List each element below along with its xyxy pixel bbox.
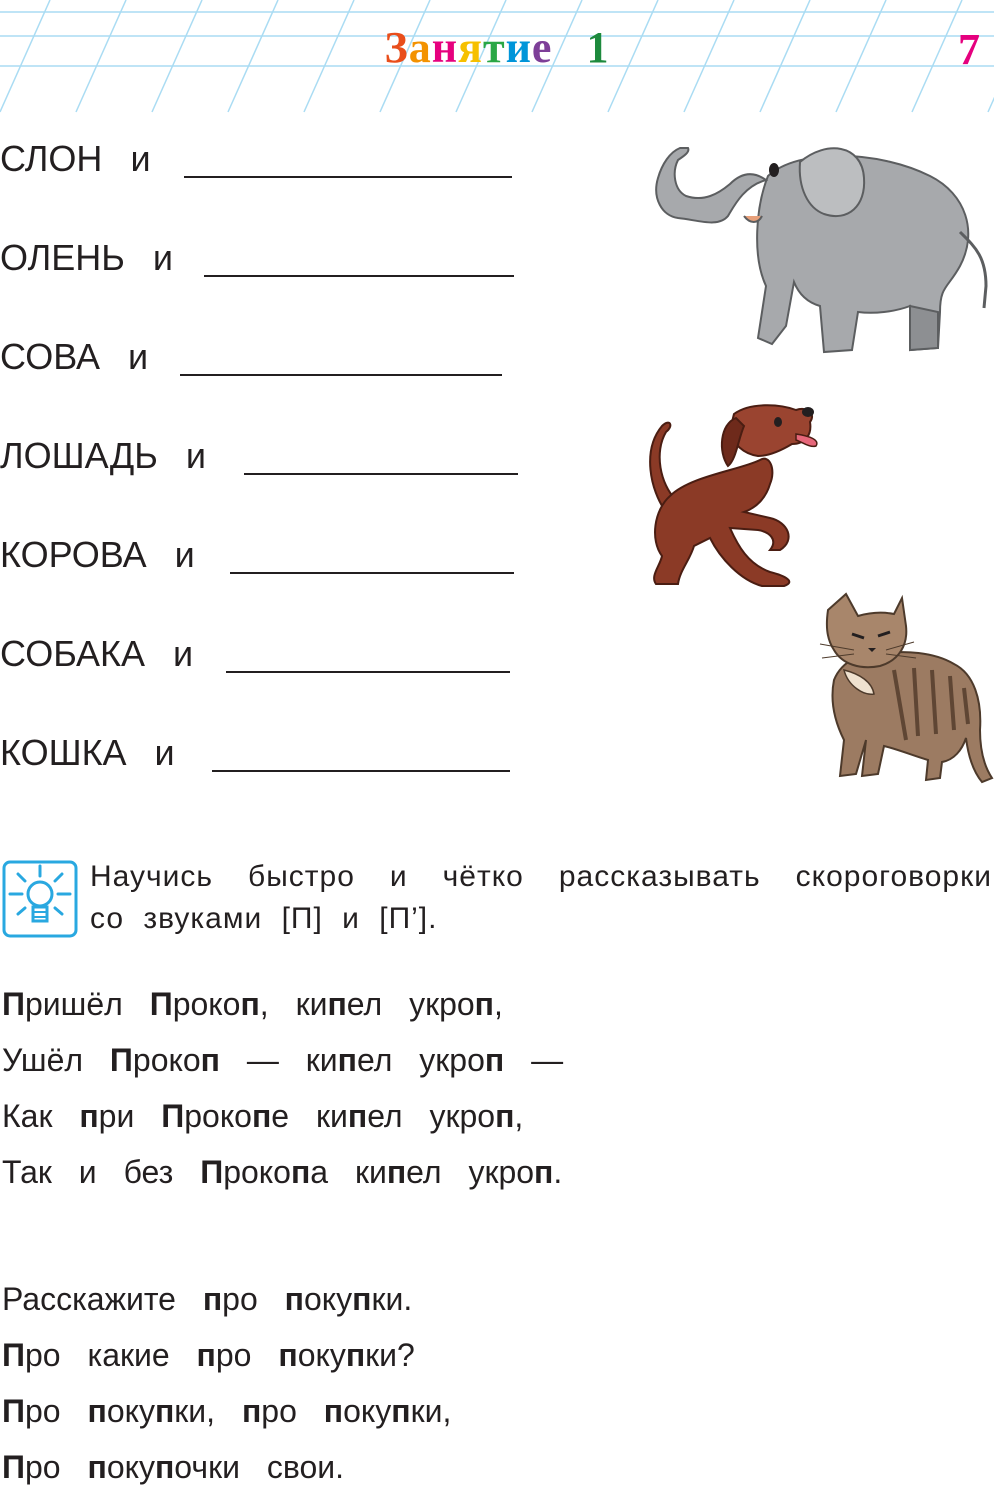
conjunction: и — [128, 336, 149, 377]
highlighted-letter: п — [327, 986, 347, 1022]
conjunction: и — [174, 534, 195, 575]
highlighted-letter: п — [87, 1449, 107, 1485]
highlighted-letter: П — [2, 1449, 25, 1485]
word-pair-row — [0, 728, 175, 778]
answer-blank-line[interactable] — [204, 275, 514, 277]
poem-text: ел укро — [356, 1042, 485, 1078]
poem-text: ро — [25, 1393, 88, 1429]
poem-text: а ки — [310, 1154, 387, 1190]
poem-line — [2, 1327, 451, 1383]
title-letter: я — [458, 23, 483, 72]
highlighted-letter: п — [200, 1042, 220, 1078]
lightbulb-icon — [2, 860, 78, 938]
tongue-twister-1 — [2, 976, 563, 1200]
poem-line — [2, 1144, 563, 1200]
poem-text: оку — [106, 1393, 155, 1429]
poem-text: роко — [184, 1098, 252, 1134]
conjunction: и — [154, 732, 175, 773]
word-pair-row — [0, 629, 193, 679]
poem-text: ро какие — [25, 1337, 197, 1373]
highlighted-letter: п — [87, 1393, 107, 1429]
task-line-1: Научись быстро и чётко рассказывать скороговорки — [90, 860, 992, 893]
highlighted-letter: п — [352, 1281, 372, 1317]
highlighted-letter: П — [161, 1098, 185, 1134]
cat-illustration — [814, 590, 994, 786]
poem-text: роко — [223, 1154, 291, 1190]
lesson-number: 1 — [586, 23, 610, 72]
answer-blank-line[interactable] — [244, 473, 518, 475]
poem-text: ро — [215, 1337, 279, 1373]
highlighted-letter: п — [154, 1449, 175, 1485]
poem-text: ришёл — [25, 986, 150, 1022]
animal-word: КОРОВА — [0, 534, 147, 575]
conjunction: и — [185, 435, 206, 476]
poem-text: . — [553, 1154, 563, 1190]
dog-illustration — [620, 400, 830, 590]
highlighted-letter: П — [2, 1393, 25, 1429]
poem-text: Так и без — [2, 1154, 201, 1190]
poem-text: ро — [261, 1393, 324, 1429]
title-letter: З — [384, 23, 409, 72]
animal-word: ОЛЕНЬ — [0, 237, 125, 278]
highlighted-letter: п — [79, 1098, 99, 1134]
poem-text: ел укро — [406, 1154, 535, 1190]
highlighted-letter: п — [154, 1393, 175, 1429]
poem-text: ел укро — [346, 986, 475, 1022]
poem-line — [2, 1383, 451, 1439]
highlighted-letter: п — [196, 1337, 216, 1373]
poem-text: Ушёл — [2, 1042, 110, 1078]
poem-text: ки, — [410, 1393, 452, 1429]
title-letter: т — [482, 23, 506, 72]
word-pair-row — [0, 530, 195, 580]
poem-line — [2, 1271, 451, 1327]
animal-word: КОШКА — [0, 732, 127, 773]
poem-text: Расскажите — [2, 1281, 203, 1317]
title-letter: а — [408, 23, 432, 72]
highlighted-letter: П — [200, 1154, 224, 1190]
page-number: 7 — [958, 25, 980, 74]
poem-text: оку — [297, 1337, 346, 1373]
highlighted-letter: п — [345, 1337, 366, 1373]
poem-text: ро — [222, 1281, 285, 1317]
poem-text: оку — [303, 1281, 353, 1317]
highlighted-letter: п — [484, 1042, 505, 1078]
highlighted-letter: п — [474, 986, 494, 1022]
animal-word: СОБАКА — [0, 633, 146, 674]
poem-text: оку — [343, 1393, 392, 1429]
poem-text: — ки — [220, 1042, 338, 1078]
poem-text: Как — [2, 1098, 80, 1134]
lesson-title-word — [385, 23, 553, 72]
title-letter: е — [531, 23, 553, 72]
highlighted-letter: п — [240, 986, 260, 1022]
poem-text: роко — [132, 1042, 201, 1078]
poem-text: ки. — [371, 1281, 413, 1317]
poem-text: , — [493, 986, 503, 1022]
poem-line — [2, 1032, 563, 1088]
answer-blank-line[interactable] — [230, 572, 514, 574]
poem-text: — — [504, 1042, 564, 1078]
task-instruction — [90, 856, 992, 940]
poem-text: ел укро — [367, 1098, 496, 1134]
highlighted-letter: П — [109, 1042, 133, 1078]
highlighted-letter: п — [284, 1281, 304, 1317]
highlighted-letter: П — [149, 986, 173, 1022]
highlighted-letter: П — [2, 986, 25, 1022]
tongue-twister-2 — [2, 1271, 451, 1495]
highlighted-letter: п — [347, 1098, 368, 1134]
answer-blank-line[interactable] — [212, 770, 510, 772]
highlighted-letter: п — [290, 1154, 311, 1190]
poem-text: ки, — [174, 1393, 242, 1429]
word-pair-row — [0, 332, 148, 382]
title-letter: н — [431, 23, 459, 72]
word-pair-row — [0, 134, 151, 184]
highlighted-letter: п — [337, 1042, 357, 1078]
word-pair-row — [0, 431, 206, 481]
poem-line — [2, 1439, 451, 1495]
conjunction: и — [152, 237, 173, 278]
poem-text: ки? — [365, 1337, 415, 1373]
highlighted-letter: п — [386, 1154, 407, 1190]
poem-line — [2, 1088, 563, 1144]
poem-text: , ки — [259, 986, 328, 1022]
poem-text: роко — [172, 986, 241, 1022]
highlighted-letter: п — [495, 1098, 515, 1134]
elephant-illustration — [648, 136, 994, 362]
highlighted-letter: п — [251, 1098, 272, 1134]
answer-blank-line[interactable] — [184, 176, 512, 178]
highlighted-letter: п — [534, 1154, 554, 1190]
answer-blank-line[interactable] — [180, 374, 502, 376]
poem-text: очки свои. — [174, 1449, 345, 1485]
word-pair-row — [0, 233, 173, 283]
highlighted-letter: п — [241, 1393, 262, 1429]
highlighted-letter: п — [323, 1393, 344, 1429]
answer-blank-line[interactable] — [226, 671, 510, 673]
poem-text: ри — [98, 1098, 162, 1134]
animal-word: ЛОШАДЬ — [0, 435, 158, 476]
title-letter: и — [505, 23, 532, 72]
highlighted-letter: п — [278, 1337, 298, 1373]
poem-text: оку — [106, 1449, 155, 1485]
highlighted-letter: п — [391, 1393, 411, 1429]
poem-text: ро — [25, 1449, 88, 1485]
poem-text: , — [514, 1098, 524, 1134]
conjunction: и — [173, 633, 194, 674]
lesson-title — [0, 22, 994, 74]
highlighted-letter: П — [2, 1337, 25, 1373]
task-line-2: со звуками [П] и [П’]. — [90, 902, 438, 935]
highlighted-letter: п — [202, 1281, 223, 1317]
animal-word: СОВА — [0, 336, 101, 377]
poem-line — [2, 976, 563, 1032]
poem-text: е ки — [271, 1098, 348, 1134]
conjunction: и — [130, 138, 151, 179]
animal-word: СЛОН — [0, 138, 103, 179]
